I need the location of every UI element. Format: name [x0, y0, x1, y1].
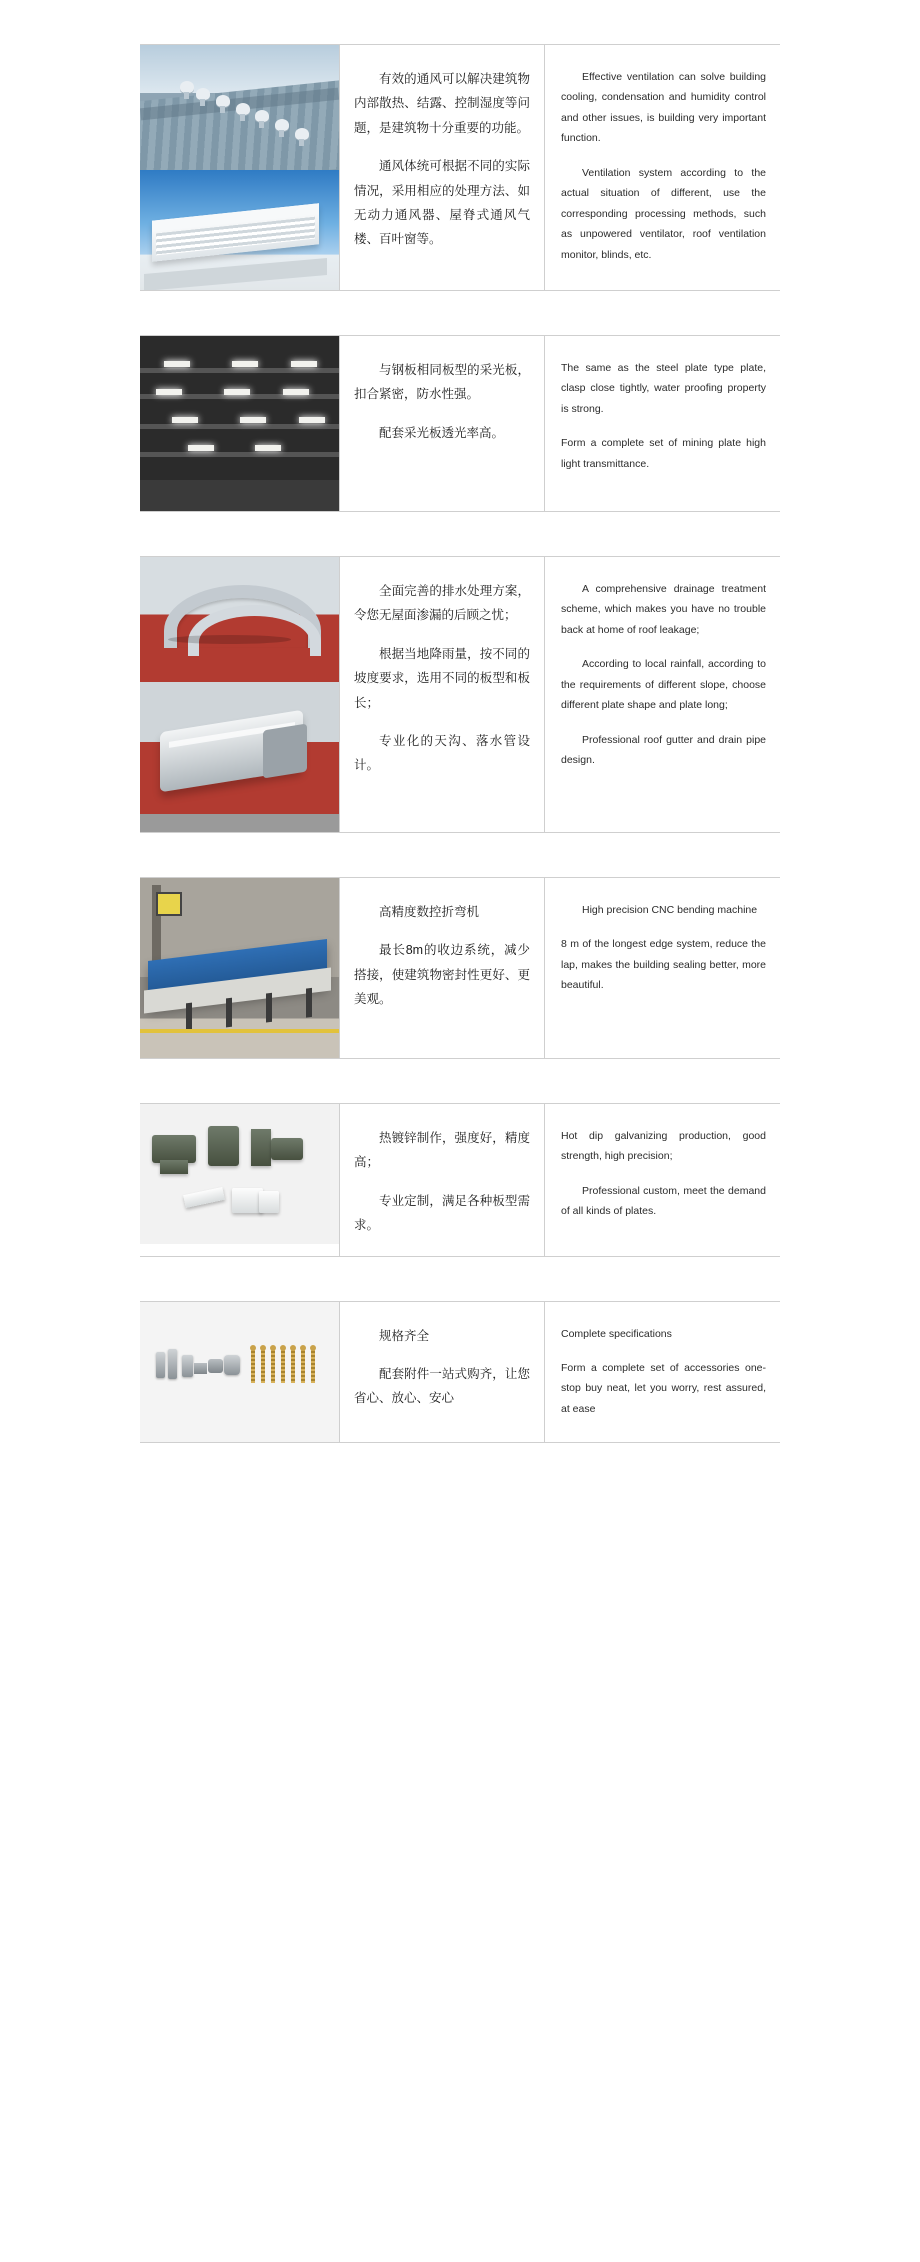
section-cnc-bending-chinese-text	[340, 878, 545, 1058]
cn-heading: 高精度数控折弯机	[379, 905, 480, 919]
section-cnc-bending-images	[140, 878, 340, 1058]
section-lighting-plate-chinese-text	[340, 336, 545, 511]
en-paragraph: Effective ventilation can solve building cooling, condensation and humidity control and other issues, is building very important function.	[561, 71, 766, 145]
cn-paragraph: 通风体统可根据不同的实际情况，采用相应的处理方法、如无动力通风器、屋脊式通风气楼、百叶窗等。	[354, 159, 530, 247]
section-lighting-plate	[140, 335, 780, 512]
section-ventilation	[140, 44, 780, 291]
bottom-spacer	[140, 1443, 780, 1487]
section-cnc-bending	[140, 877, 780, 1059]
section-lighting-plate-english-text	[545, 336, 780, 511]
bolts-and-screws-photo	[140, 1302, 339, 1442]
section-accessories-english-text	[545, 1302, 780, 1442]
section-galvanized-clips-chinese-text	[340, 1104, 545, 1256]
en-paragraph: Professional custom, meet the demand of all kinds of plates.	[561, 1184, 766, 1218]
en-heading: Complete specifications	[561, 1327, 672, 1340]
cn-paragraph: 最长8m的收边系统，减少搭接，使建筑物密封性更好、更美观。	[354, 943, 530, 1007]
galvanized-clips-photo	[140, 1104, 339, 1244]
roof-ventilators-photo	[140, 45, 339, 170]
section-galvanized-clips	[140, 1103, 780, 1257]
top-spacer	[140, 0, 780, 44]
cn-paragraph: 热镀锌制作，强度好，精度高；	[354, 1131, 530, 1170]
cn-paragraph: 全面完善的排水处理方案，令您无屋面渗漏的后顾之忧；	[354, 584, 530, 623]
section-accessories-chinese-text	[340, 1302, 545, 1442]
en-paragraph: Hot dip galvanizing production, good strength, high precision;	[561, 1130, 766, 1163]
cn-paragraph: 专业化的天沟、落水管设计。	[354, 733, 530, 773]
section-gap	[140, 1059, 780, 1103]
en-paragraph: Form a complete set of accessories one-stop buy neat, let you worry, rest assured, at ease	[561, 1361, 766, 1415]
section-accessories-images	[140, 1302, 340, 1442]
cnc-bending-machine-photo	[140, 878, 339, 1058]
cn-paragraph: 有效的通风可以解决建筑物内部散热、结露、控制湿度等问题，是建筑物十分重要的功能。	[354, 72, 530, 135]
drain-duct-photo	[140, 682, 339, 832]
section-drainage-images	[140, 557, 340, 832]
curved-gutter-photo	[140, 557, 339, 682]
section-gap	[140, 1257, 780, 1301]
en-paragraph: Form a complete set of mining plate high light transmittance.	[561, 437, 766, 470]
section-drainage	[140, 556, 780, 833]
cn-paragraph: 与钢板相同板型的采光板，扣合紧密，防水性强。	[354, 363, 530, 402]
section-accessories	[140, 1301, 780, 1443]
section-drainage-english-text	[545, 557, 780, 832]
section-drainage-chinese-text	[340, 557, 545, 832]
white-ventilator-unit-photo	[140, 170, 339, 290]
section-gap	[140, 291, 780, 335]
section-ventilation-english-text	[545, 45, 780, 290]
section-galvanized-clips-english-text	[545, 1104, 780, 1256]
factory-ceiling-lighting-photo	[140, 336, 339, 511]
en-heading: High precision CNC bending machine	[582, 904, 758, 916]
cn-paragraph: 专业定制，满足各种板型需求。	[354, 1193, 530, 1233]
section-cnc-bending-english-text	[545, 878, 780, 1058]
en-paragraph: A comprehensive drainage treatment scheme, which makes you have no trouble back at home of roof leakage;	[561, 583, 766, 636]
section-lighting-plate-images	[140, 336, 340, 511]
en-paragraph: Professional roof gutter and drain pipe design.	[561, 733, 766, 767]
cn-paragraph: 配套采光板透光率高。	[379, 425, 505, 440]
en-paragraph: According to local rainfall, according to the requirements of different slope, choose different plate shape and plate long;	[561, 658, 766, 712]
section-ventilation-images	[140, 45, 340, 290]
section-gap	[140, 833, 780, 877]
section-gap	[140, 512, 780, 556]
en-paragraph: Ventilation system according to the actual situation of different, use the corresponding processing methods, such as unpowered ventilator, roof ventilation monitor, blinds, etc.	[561, 166, 766, 261]
en-paragraph: 8 m of the longest edge system, reduce the lap, makes the building sealing better, more beautiful.	[561, 938, 766, 992]
cn-heading: 规格齐全	[379, 1328, 430, 1343]
section-galvanized-clips-images	[140, 1104, 340, 1256]
cn-paragraph: 根据当地降雨量，按不同的坡度要求，选用不同的板型和板长；	[354, 646, 530, 710]
cn-paragraph: 配套附件一站式购齐，让您省心、放心、安心	[354, 1366, 530, 1406]
en-paragraph: The same as the steel plate type plate, clasp close tightly, water proofing property is strong.	[561, 362, 766, 415]
section-ventilation-chinese-text	[340, 45, 545, 290]
